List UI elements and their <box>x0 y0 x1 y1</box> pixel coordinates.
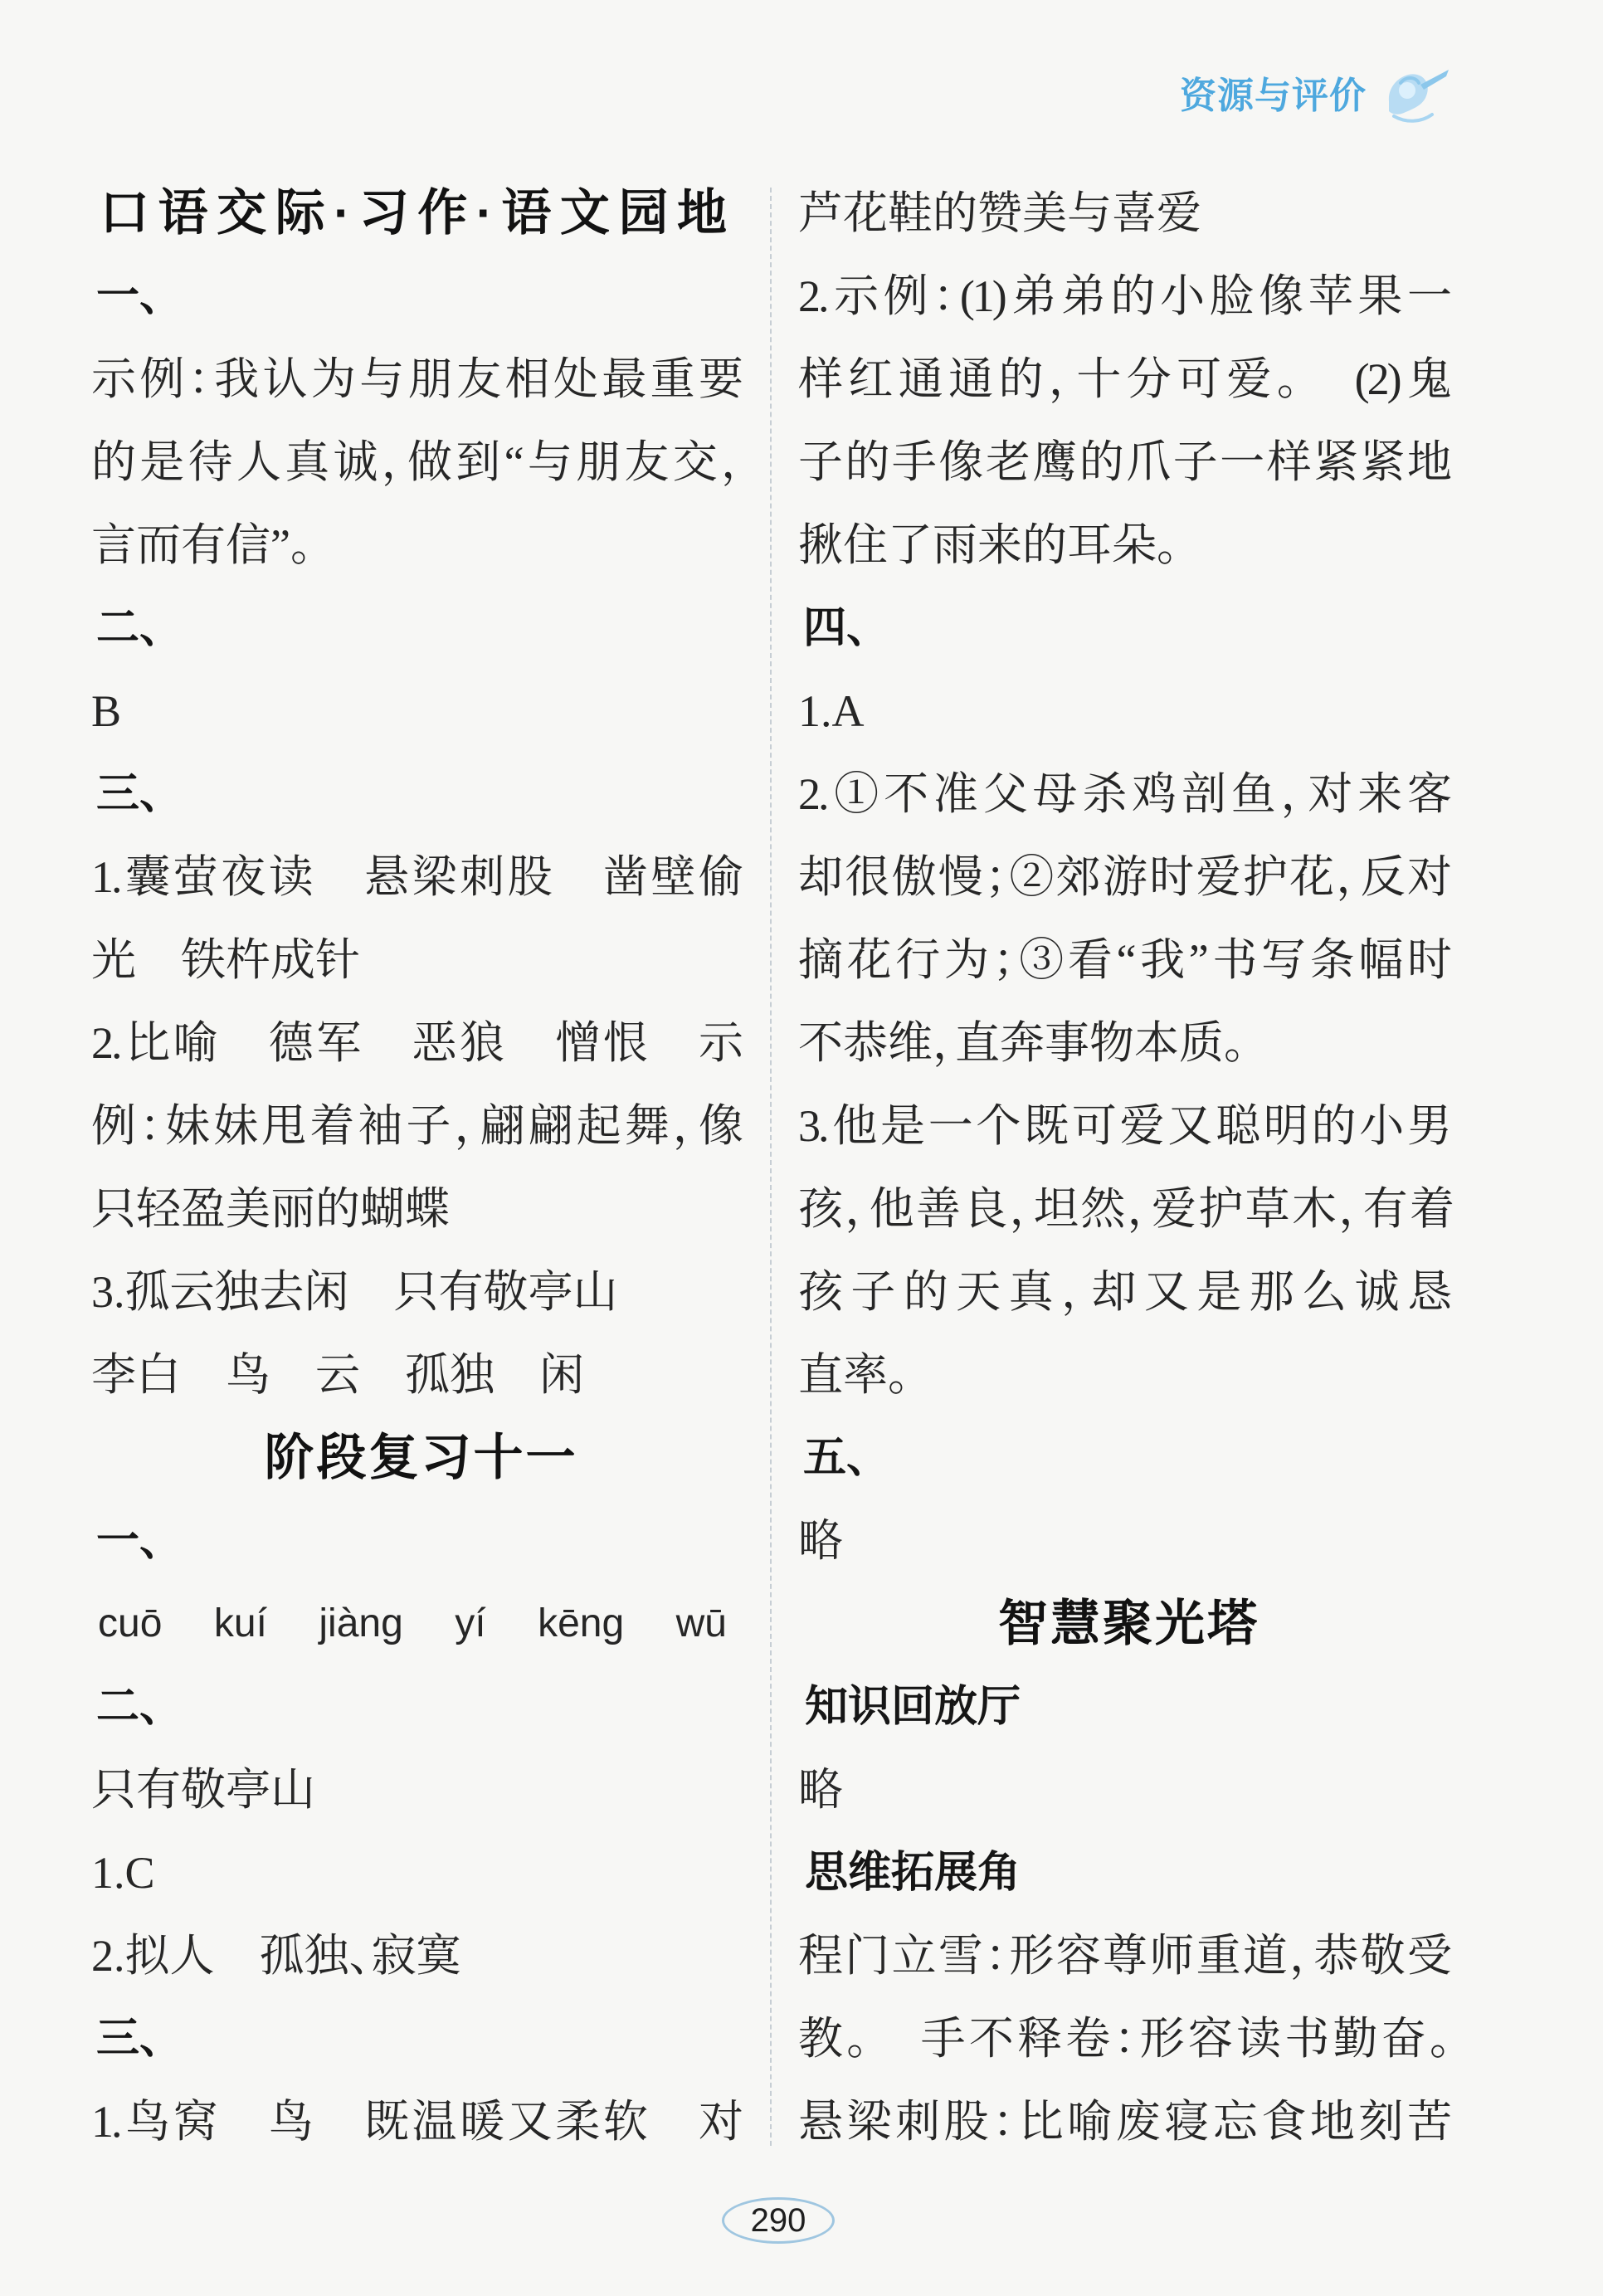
answer-line: 的是待人真诚，做到“与朋友交， <box>91 437 741 487</box>
answer-line: 3.他是一个既可爱又聪明的小男 <box>798 1101 1450 1151</box>
answer-line: 教。 手不释卷：形容读书勤奋。 <box>798 2014 1450 2064</box>
answer-line: 示例：我认为与朋友相处最重要 <box>91 354 741 404</box>
answer-line: 悬梁刺股：比喻废寝忘食地刻苦 <box>798 2097 1450 2147</box>
answer-line: 1.A <box>798 686 865 736</box>
answer-line: 1.C <box>91 1848 155 1898</box>
answer-line: 子的手像老鹰的爪子一样紧紧地 <box>798 437 1450 487</box>
answer-line: 只轻盈美丽的蝴蝶 <box>91 1184 450 1234</box>
subsection-label: 知识回放厅 <box>805 1683 1021 1731</box>
part-label: 三、 <box>96 770 162 818</box>
reading-mascot-icon <box>1382 65 1452 126</box>
answer-line: 孩，他善良，坦然，爱护草木，有着 <box>798 1184 1450 1234</box>
answer-line: 言而有信”。 <box>91 520 313 570</box>
answer-line: B <box>91 686 122 736</box>
part-label: 二、 <box>96 1683 162 1731</box>
part-label: 一、 <box>96 272 162 320</box>
left-column <box>91 172 741 2163</box>
answer-line: 揪住了雨来的耳朵。 <box>798 520 1179 570</box>
answer-line: 略 <box>798 1765 843 1815</box>
part-label: 四、 <box>803 604 869 652</box>
answer-line: 芦花鞋的赞美与喜爱 <box>798 188 1201 238</box>
part-label: 三、 <box>96 2015 162 2063</box>
part-label: 五、 <box>803 1434 869 1482</box>
answer-line: 摘花行为；③看“我”书写条幅时 <box>798 935 1450 985</box>
answer-line: 略 <box>798 1516 843 1566</box>
part-label: 二、 <box>96 604 162 652</box>
answer-line: 样红通通的，十分可爱。 (2)鬼 <box>798 354 1450 404</box>
answer-line: 2.比喻 德军 恶狼 憎恨 示 <box>91 1018 741 1068</box>
section-title: 口语交际·习作·语文园地 <box>100 185 727 241</box>
feature-title: 智慧聚光塔 <box>998 1596 1260 1651</box>
answer-line: 不恭维，直奔事物本质。 <box>798 1018 1246 1068</box>
answer-line: 例：妹妹甩着袖子，翩翩起舞，像 <box>91 1101 741 1151</box>
series-brand-label: 资源与评价 <box>1180 76 1367 116</box>
answer-line: 2.示例：(1)弟弟的小脸像苹果一 <box>798 271 1450 321</box>
answer-line: 只有敬亭山 <box>91 1765 315 1815</box>
review-title: 阶段复习十一 <box>264 1430 578 1485</box>
subsection-label: 思维拓展角 <box>805 1849 1021 1897</box>
part-label: 一、 <box>96 1517 162 1565</box>
answer-line: 程门立雪：形容尊师重道，恭敬受 <box>798 1931 1450 1981</box>
answer-line: 光 铁杵成针 <box>91 935 360 985</box>
answer-line: 1.鸟窝 鸟 既温暖又柔软 对 <box>91 2097 741 2147</box>
answer-line: 1.囊萤夜读 悬梁刺股 凿壁偷 <box>91 852 741 902</box>
answer-line: 2.①不准父母杀鸡剖鱼，对来客 <box>798 769 1450 819</box>
pinyin-answer-line: cuō kuí jiàng yí kēng wū <box>98 1601 727 1645</box>
answer-line: 却很傲慢；②郊游时爱护花，反对 <box>798 852 1450 902</box>
right-column <box>798 172 1450 2163</box>
answer-line: 3.孤云独去闲 只有敬亭山 <box>91 1267 618 1317</box>
answer-line: 孩子的天真，却又是那么诚恳 <box>798 1267 1450 1317</box>
page-number: 290 <box>722 2197 835 2244</box>
column-divider <box>770 188 772 2146</box>
answer-line: 李白 鸟 云 孤独 闲 <box>91 1350 584 1400</box>
answer-line: 2.拟人 孤独、寂寞 <box>91 1931 461 1981</box>
answer-line: 直率。 <box>798 1350 910 1400</box>
